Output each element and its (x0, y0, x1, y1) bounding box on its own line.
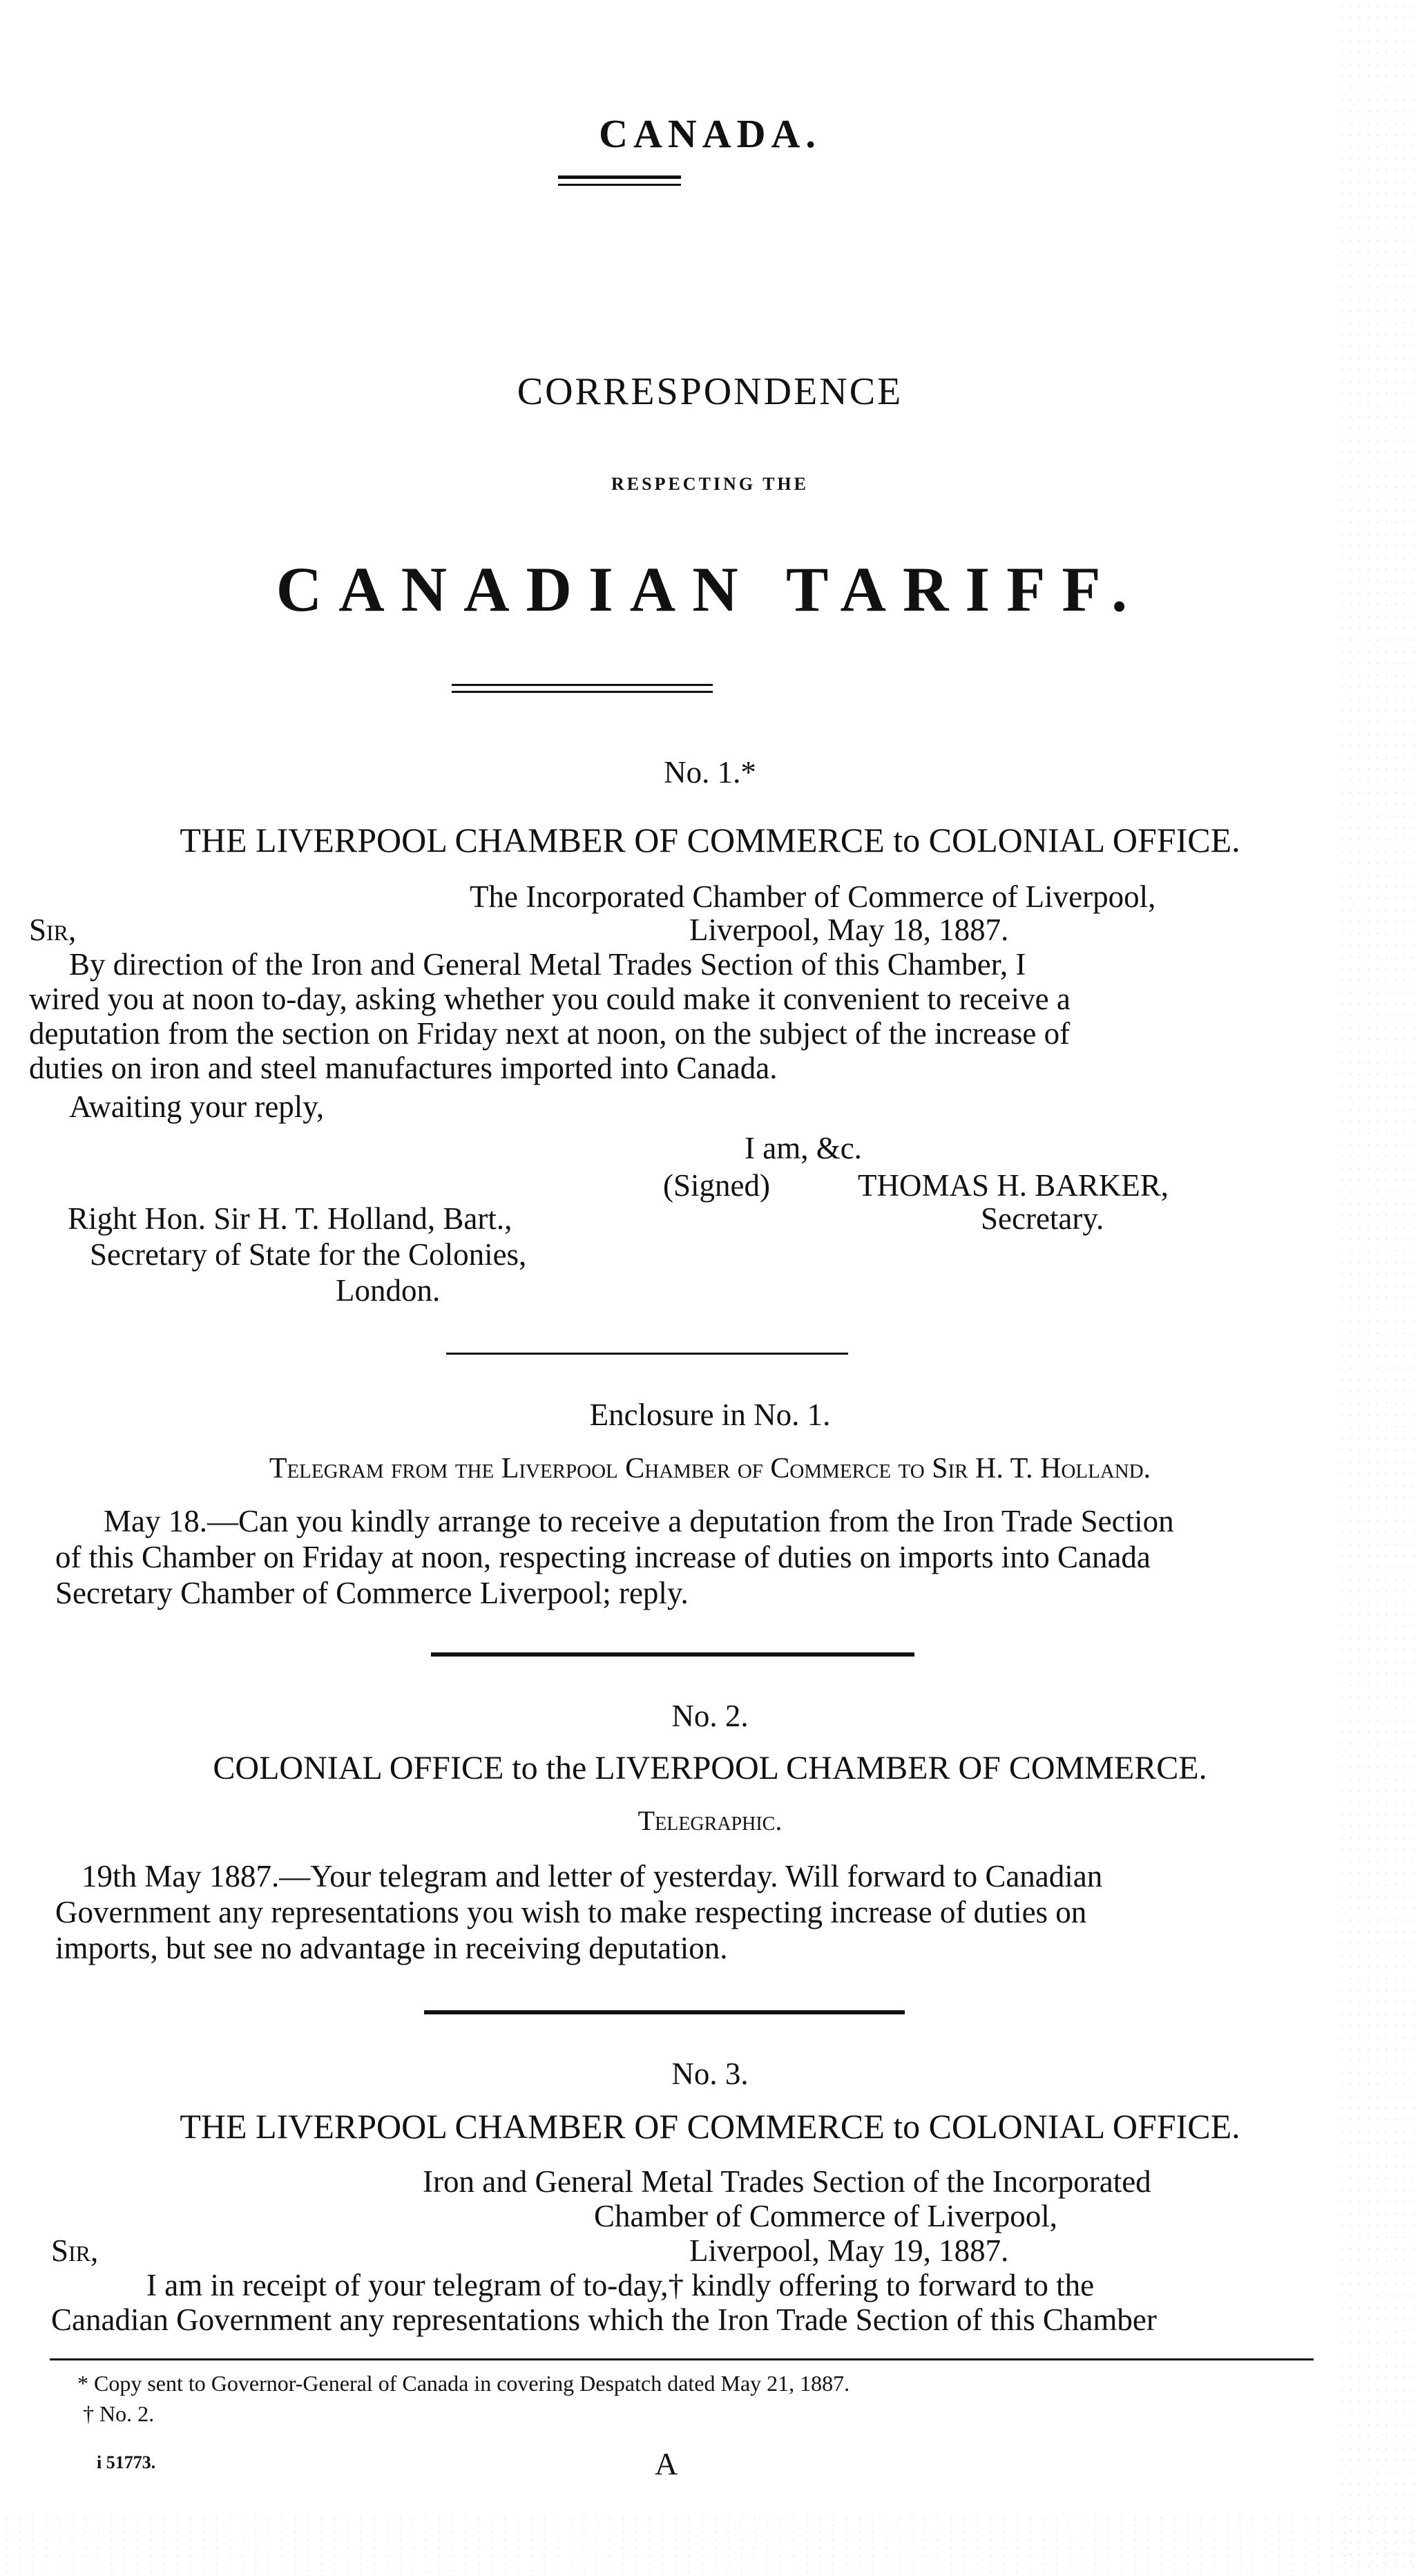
footnote-1: * Copy sent to Governor-General of Canada in covering Despatch dated May 21, 1887. (77, 2371, 850, 2396)
no2-body-line-1: 19th May 1887.—Your telegram and letter of yesterday. Will forward to Canadian (81, 1859, 1103, 1893)
header-rule-top (558, 175, 681, 179)
footnote-2: † No. 2. (83, 2401, 155, 2426)
no1-body-line-3: deputation from the section on Friday next at noon, on the subject of the increase of (29, 1016, 1071, 1051)
main-title: CANADIAN TARIFF. (276, 554, 1144, 624)
enclosure-body-line-1: May 18.—Can you kindly arrange to receive a deputation from the Iron Trade Section (104, 1504, 1174, 1538)
enclosure-heading: Enclosure in No. 1. (589, 1397, 831, 1432)
no3-salutation: Sir, (51, 2233, 99, 2268)
country-heading: CANADA. (599, 111, 821, 156)
no1-closing: Awaiting your reply, (69, 1089, 325, 1124)
enclosure-body-line-2: of this Chamber on Friday at noon, respecting increase of duties on imports into Canada (55, 1540, 1151, 1574)
print-reference: i 51773. (97, 2452, 156, 2472)
no2-body-line-3: imports, but see no advantage in receiving deputation. (55, 1931, 728, 1965)
no3-body-line-1: I am in receipt of your telegram of to-day,† kindly offering to forward to the (146, 2268, 1095, 2302)
no2-body-line-2: Government any representations you wish to make respecting increase of duties on (55, 1895, 1087, 1929)
no1-recipient-1: Right Hon. Sir H. T. Holland, Bart., (68, 1201, 512, 1236)
document-subtitle: RESPECTING THE (611, 474, 809, 494)
enclosure-body-line-3: Secretary Chamber of Commerce Liverpool; reply. (55, 1576, 689, 1610)
no1-address-1: The Incorporated Chamber of Commerce of Liverpool, (470, 879, 1156, 914)
no1-number: No. 1.* (664, 755, 756, 790)
no2-number: No. 2. (671, 1699, 749, 1733)
section-rule-2 (431, 1652, 914, 1657)
no1-iam: I am, &c. (745, 1131, 862, 1165)
no1-salutation: Sir, (29, 913, 77, 947)
no3-number: No. 3. (671, 2057, 749, 2091)
title-rule-2 (452, 691, 713, 693)
no1-address-2: Liverpool, May 18, 1887. (689, 913, 1009, 947)
no2-heading: COLONIAL OFFICE to the LIVERPOOL CHAMBER OF COMMERCE. (213, 1750, 1207, 1786)
no1-body-line-2: wired you at noon to-day, asking whether you could make it convenient to receive a (29, 982, 1071, 1016)
header-rule-bottom (558, 184, 681, 186)
no1-signatory: THOMAS H. BARKER, (858, 1168, 1169, 1203)
footnote-rule (50, 2358, 1314, 2360)
section-rule-3 (424, 2010, 905, 2014)
page-speckle-bottom (0, 2514, 1420, 2576)
no1-recipient-2: Secretary of State for the Colonies, (90, 1237, 527, 1272)
no3-address-3: Liverpool, May 19, 1887. (689, 2233, 1009, 2268)
no3-address-1: Iron and General Metal Trades Section of the Incorporated (423, 2164, 1151, 2199)
no1-recipient-3: London. (336, 1273, 441, 1308)
no1-body-line-1: By direction of the Iron and General Metal Trades Section of this Chamber, I (69, 947, 1026, 982)
no3-address-2: Chamber of Commerce of Liverpool, (594, 2199, 1058, 2233)
signature-mark: A (655, 2446, 678, 2481)
no1-signatory-title: Secretary. (981, 1201, 1104, 1236)
enclosure-subheading: Telegram from the Liverpool Chamber of Commerce to Sir H. T. Holland. (269, 1453, 1151, 1485)
no3-heading: THE LIVERPOOL CHAMBER OF COMMERCE to COLONIAL OFFICE. (180, 2107, 1240, 2146)
title-rule-1 (452, 684, 713, 686)
no1-signed: (Signed) (663, 1168, 770, 1203)
no2-subheading: Telegraphic. (637, 1805, 783, 1836)
no1-heading: THE LIVERPOOL CHAMBER OF COMMERCE to COLONIAL OFFICE. (180, 821, 1240, 859)
section-rule-1 (446, 1353, 848, 1355)
document-title: CORRESPONDENCE (517, 370, 903, 413)
no3-body-line-2: Canadian Government any representations which the Iron Trade Section of this Chamber (51, 2302, 1157, 2337)
no1-body-line-4: duties on iron and steel manufactures imported into Canada. (29, 1051, 778, 1085)
